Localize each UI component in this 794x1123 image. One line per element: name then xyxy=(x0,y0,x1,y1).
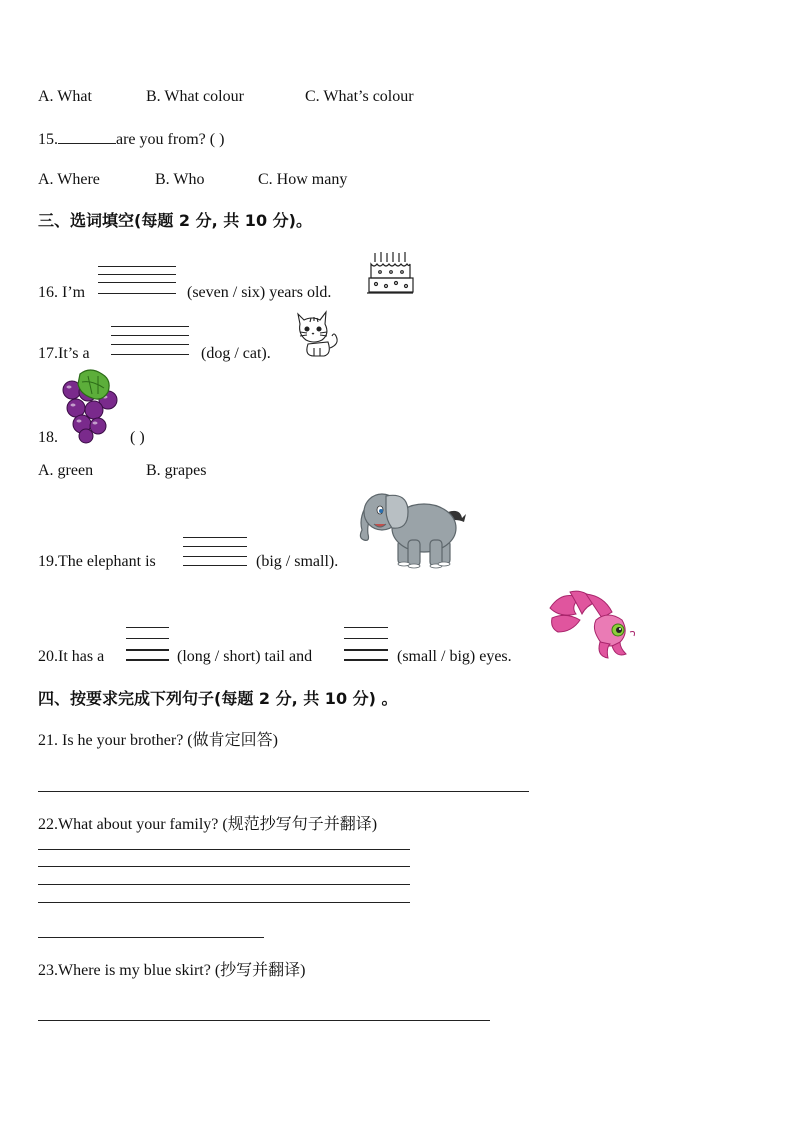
handwriting-line xyxy=(126,649,169,651)
q15-option-a: A. Where xyxy=(38,171,100,188)
answer-blank[interactable] xyxy=(58,129,116,144)
q20-middle: (long / short) tail and xyxy=(177,648,313,665)
question-number: 15. xyxy=(38,131,58,148)
q19-suffix: (big / small). xyxy=(256,553,339,570)
q15-option-c: C. How many xyxy=(258,171,348,188)
answer-line[interactable] xyxy=(38,791,529,792)
handwriting-line xyxy=(111,344,189,345)
handwriting-line xyxy=(183,546,247,547)
grapes-icon xyxy=(58,368,124,444)
question-22: 22.What about your family? (规范抄写句子并翻译) xyxy=(38,816,378,833)
handwriting-line xyxy=(111,326,189,327)
q17-suffix: (dog / cat). xyxy=(201,345,271,362)
handwriting-line xyxy=(183,556,247,557)
handwriting-line xyxy=(111,335,189,336)
q17-prefix: 17.It’s a xyxy=(38,345,90,362)
q16-prefix: 16. I’m xyxy=(38,284,86,301)
handwriting-line xyxy=(98,274,176,275)
handwriting-line xyxy=(126,627,169,628)
cat-icon xyxy=(294,308,340,358)
handwriting-line[interactable] xyxy=(38,884,410,885)
handwriting-line xyxy=(98,293,176,294)
q14-option-a: A. What xyxy=(38,88,92,105)
q14-option-c: C. What’s colour xyxy=(305,88,414,105)
question-21: 21. Is he your brother? (做肯定回答) xyxy=(38,732,278,749)
q18-answer-paren[interactable]: ( ) xyxy=(130,429,145,446)
handwriting-line[interactable] xyxy=(38,849,410,850)
question-15 xyxy=(38,129,224,150)
q19-prefix: 19.The elephant is xyxy=(38,553,156,570)
handwriting-line xyxy=(126,659,169,661)
translation-line[interactable] xyxy=(38,937,264,938)
handwriting-line xyxy=(98,282,176,283)
q18-option-b: B. grapes xyxy=(146,462,207,479)
handwriting-line xyxy=(98,266,176,267)
q18-option-a: A. green xyxy=(38,462,94,479)
answer-line[interactable] xyxy=(38,1020,490,1021)
section-3-heading: 三、选词填空(每题 2 分, 共 10 分)。 xyxy=(38,211,312,230)
handwriting-line xyxy=(111,354,189,355)
handwriting-line xyxy=(344,638,388,639)
handwriting-line xyxy=(183,537,247,538)
section-4-heading: 四、按要求完成下列句子(每题 2 分, 共 10 分) 。 xyxy=(38,689,398,708)
handwriting-line xyxy=(126,638,169,639)
birthday-cake-icon xyxy=(366,250,414,298)
q20-prefix: 20.It has a xyxy=(38,648,105,665)
q20-suffix: (small / big) eyes. xyxy=(397,648,512,665)
q16-suffix: (seven / six) years old. xyxy=(187,284,332,301)
handwriting-line xyxy=(344,649,388,651)
handwriting-line[interactable] xyxy=(38,866,410,867)
elephant-icon xyxy=(356,490,468,570)
handwriting-line xyxy=(344,627,388,628)
question-text: are you from? ( ) xyxy=(116,131,225,148)
goldfish-icon xyxy=(546,588,638,660)
handwriting-line xyxy=(183,565,247,566)
question-23: 23.Where is my blue skirt? (抄写并翻译) xyxy=(38,962,306,979)
q18-prefix: 18. xyxy=(38,429,58,446)
handwriting-line xyxy=(344,659,388,661)
q14-option-b: B. What colour xyxy=(146,88,244,105)
handwriting-line[interactable] xyxy=(38,902,410,903)
q15-option-b: B. Who xyxy=(155,171,205,188)
